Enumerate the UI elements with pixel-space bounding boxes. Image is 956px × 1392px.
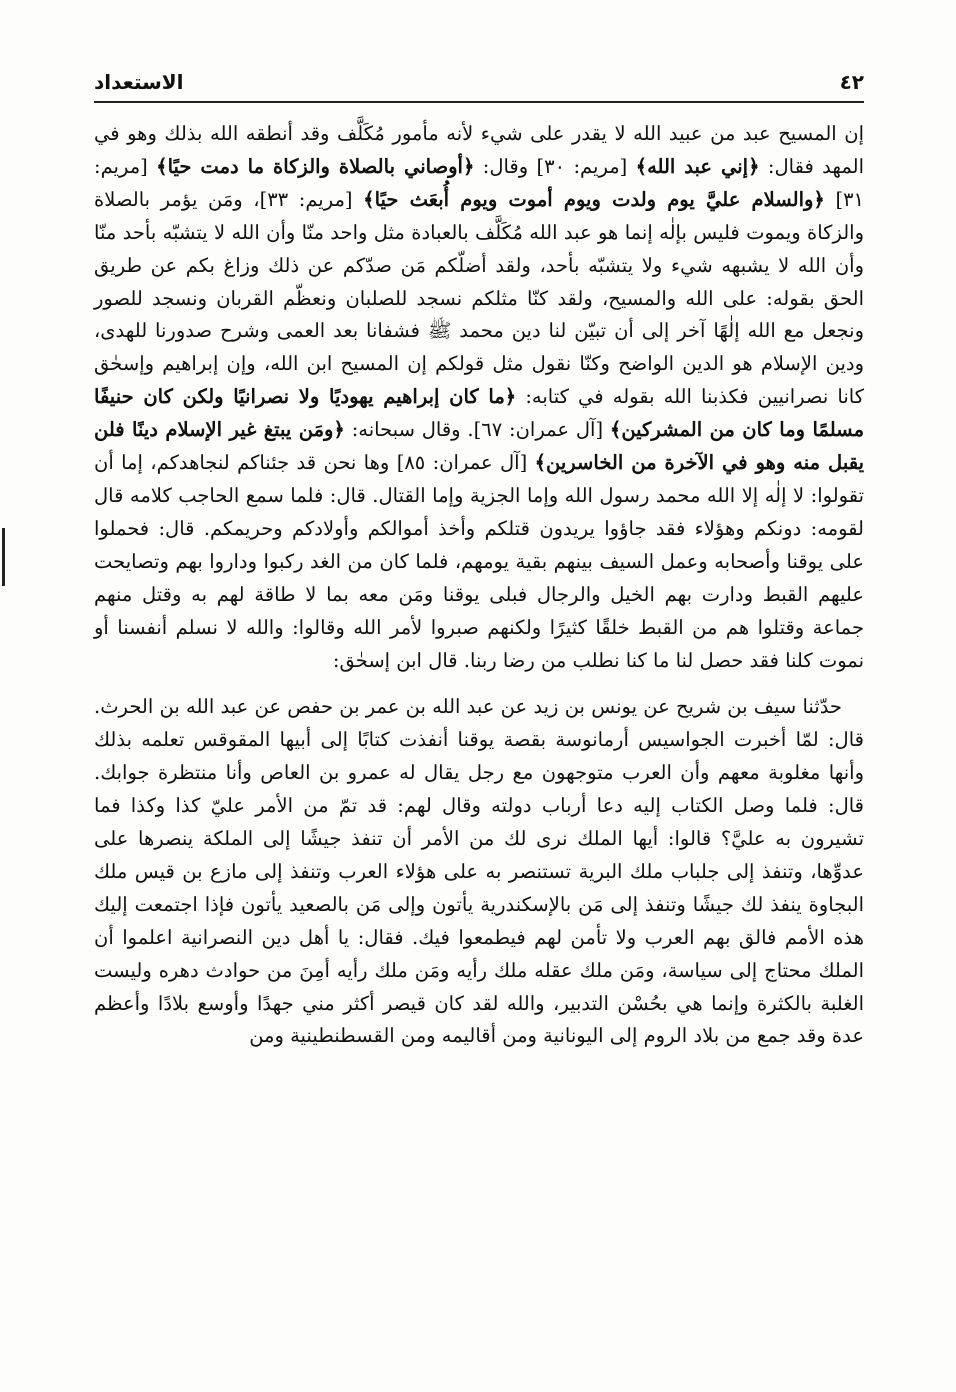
header-rule [94, 101, 864, 103]
quran-verse: ﴿إني عبد الله﴾ [635, 154, 760, 178]
text-segment: [مريم: ٣٣]، ومَن يؤمر بالصلاة والزكاة ويموت فليس بإلٰه إنما هو عبد الله مُكَلَّف بالعبادة مثل واحد منّا وأن الله لا يتشبّه بأحد منّا وأن الله لا يشبهه شيء ولا يتشبّه بأحد، ولقد أضلّكم مَن صدّكم عن ذلك وزاغ بكم عن طريق الحق بقوله: على الله والمسيح، ولقد كنّا مثلكم نسجد للصلبان ونعظّم القربان ونسجد للصور ونجعل مع الله إلٰهًا آخر إلى أن تبيّن لنا دين محمد ﷺ فشفانا بعد العمى وشرح صدورنا للهدى، ودين الإسلام هو الدين الواضح وكنّا نقول مثل قولكم إن المسيح ابن الله، وإن إبراهيم وإسحٰق كانا نصرانيين فكذبنا الله بقوله في كتابه: [94, 187, 864, 409]
text-segment: حدّثنا سيف بن شريح عن يونس بن زيد عن عبد الله بن عمر بن حفص عن عبد الله بن الحرث. قال: لمّا أخبرت الجواسيس أرمانوسة بقصة يوقنا أنفذت كتابًا إلى أبيها المقوقس تعلمه بذلك وأنها مغلوبة معهم وأن العرب متوجهون مع رجل يقال له عمرو بن العاص وأنا منتظرة جوابك. قال: فلما وصل الكتاب إليه دعا أرباب دولته وقال لهم: قد تمّ من الأمر عليّ كذا وكذا فما تشيرون به عليَّ؟ قالوا: أيها الملك نرى لك من الأمر أن تنفذ جيشًا إلى الملكة ينصرها على عدوِّها، وتنفذ إلى جلباب ملك البرية تستنصر به على هؤلاء العرب وتنفذ إلى مازع بن قيس ملك البجاوة ينفذ لك جيشًا وتنفذ إلى مَن بالإسكندرية يأتون وإلى مَن بالصعيد يأتون فإذا اجتمعت إليك هذه الأمم فالق بهم العرب ولا تأمن لهم فيطمعوا فيك. فقال: يا أهل دين النصرانية اعلموا أن الملك محتاج إلى سياسة، ومَن ملك عقله ملك رأيه ومَن ملك رأيه أمِنَ من حوادث دهره وليست الغلبة بالكثرة وإنما هي بحُسْن التدبير، والله لقد كان قيصر أكثر مني جهدًا وأوسع بلادًا وأعظم عدة وقد جمع من بلاد الروم إلى اليونانية ومن أقاليمه ومن القسطنطينية ومن [94, 695, 864, 1048]
quran-verse: ﴿ما كان إبراهيم يهوديًا ولا نصرانيًا ولكن كان حنيفًا مسلمًا وما كان من المشركين﴾ [94, 385, 865, 442]
text-segment: إن المسيح عبد من عبيد الله لا يقدر على شيء لأنه مأمور مُكَلَّف وقد أنطقه الله بذلك وهو في المهد فقال: [94, 122, 864, 178]
page-number: ٤٢ [839, 70, 864, 94]
text-segment: [مريم: ٣٠] وقال: [474, 154, 636, 178]
page-body [94, 118, 864, 1053]
quran-verse: ﴿ومَن يبتغ غير الإسلام دينًا فلن يقبل منه وهو في الآخرة من الخاسرين﴾ [94, 418, 865, 475]
quran-verse: ﴿أوصاني بالصلاة والزكاة ما دمت حيًا﴾ [156, 154, 475, 178]
text-segment: [آل عمران: ٨٥] وها نحن قد جئناكم لنجاهدكم، إما أن تقولوا: لا إلٰه إلا الله محمد رسول الله وإما الجزية وإما القتال. قال: فلما سمع الحاجب كلامه قال لقومه: دونكم وهؤلاء فقد جاؤوا يريدون قتلكم وأخذ أموالكم وأولادكم وحريمكم. قال: فحملوا على يوقنا وأصحابه وعمل السيف بينهم بقية يومهم، فلما كان من الغد ركبوا وداروا بهم وتصايحت عليهم القبط ودارت بهم الخيل والرجال فبلى يوقنا ومَن معه بما لا طاقة لهم به وقتل منهم جماعة وقتلوا هم من القبط خلقًا كثيرًا ولكنهم صبروا لأمر الله وقالوا: والله لا نسلم أنفسنا أو نموت كلنا فقد حصل لنا ما كنا نطلب من رضا ربنا. قال ابن إسحٰق: [94, 451, 864, 672]
quran-verse: ﴿والسلام عليَّ يوم ولدت ويوم أموت ويوم أُبعَث حيًا﴾ [363, 187, 825, 211]
text-segment: [مريم: ٣١] [94, 154, 865, 211]
text-segment: [آل عمران: ٦٧]. وقال سبحانه: [344, 418, 610, 442]
scan-margin-mark [2, 528, 5, 586]
running-header [94, 70, 864, 96]
paragraph-2 [94, 691, 864, 1053]
book-title: الاستعداد [94, 70, 184, 94]
paragraph-1 [94, 118, 864, 677]
